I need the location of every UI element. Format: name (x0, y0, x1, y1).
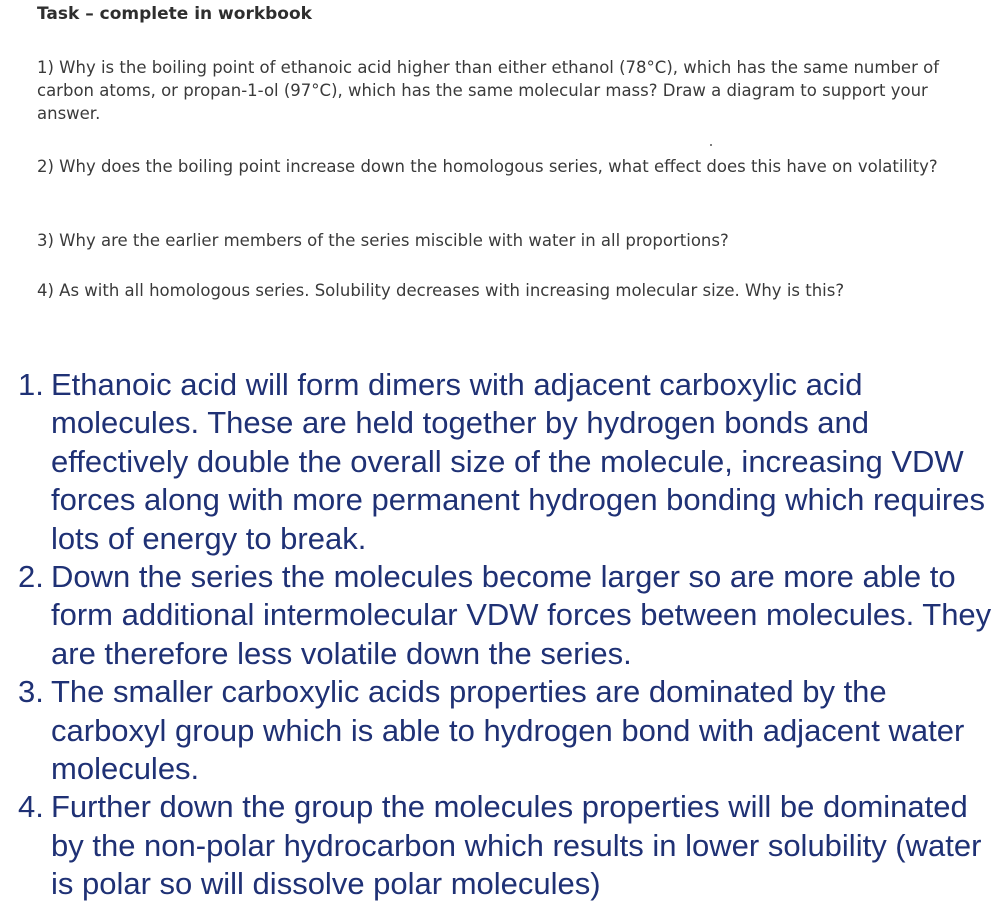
question-2: 2) Why does the boiling point increase down the homologous series, what effect does this have on volatility? (37, 157, 938, 176)
answer-number: 1. (18, 367, 44, 402)
answer-text: Further down the group the molecules properties will be dominated by the non-polar hydrocarbon which results in lower solubility (water is polar so will dissolve polar molecules) (51, 789, 982, 902)
question-4: 4) As with all homologous series. Solubility decreases with increasing molecular size. Why is this? (37, 281, 845, 300)
answer-item (18, 673, 993, 788)
answer-list (18, 366, 993, 904)
answer-item (18, 558, 993, 673)
answer-number: 4. (18, 789, 44, 825)
stray-mark (710, 144, 712, 146)
answer-text: Down the series the molecules become larger so are more able to form additional intermolecular VDW forces between molecules. They are therefore less volatile down the series. (51, 559, 992, 671)
question-1: 1) Why is the boiling point of ethanoic acid higher than either ethanol (78°C), which has the same number of carbon atoms, or propan-1-ol (97°C), which has the same molecular mass? Draw a diagram to support your answer. (37, 58, 940, 123)
answer-item (18, 366, 993, 558)
answer-text: Ethanoic acid will form dimers with adjacent carboxylic acid molecules. These are held together by hydrogen bonds and effectively double the overall size of the molecule, increasing VDW forces along with more permanent hydrogen bonding which requires lots of energy to break. (51, 367, 985, 556)
answer-number: 3. (18, 674, 44, 710)
answer-item (18, 788, 993, 903)
question-3: 3) Why are the earlier members of the series miscible with water in all proportions? (37, 231, 729, 250)
task-title: Task – complete in workbook (37, 4, 312, 24)
answer-text: The smaller carboxylic acids properties are dominated by the carboxyl group which is able to hydrogen bond with adjacent water molecules. (51, 674, 965, 787)
task-section (37, 4, 977, 300)
answer-number: 2. (18, 559, 44, 595)
